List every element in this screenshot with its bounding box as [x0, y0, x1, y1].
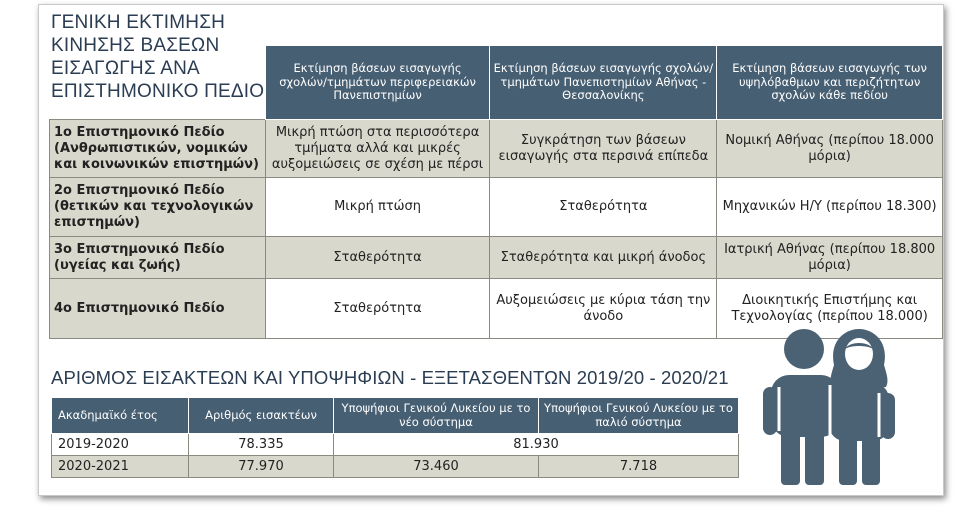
- table-row: [50, 178, 943, 237]
- infographic-card: [38, 4, 944, 496]
- table-row: [52, 456, 739, 478]
- field-label: 1ο Επιστημονικό Πεδίο (Ανθρωπιστικών, νομικών και κοινωνικών επιστημών): [50, 120, 266, 178]
- header-admitted: Αριθμός εισακτέων: [189, 398, 334, 434]
- title-line: ΓΕΝΙΚΗ ΕΚΤΙΜΗΣΗ: [51, 12, 226, 33]
- students-couple-icon: [749, 327, 909, 487]
- title-line: ΕΙΣΑΓΩΓΗΣ ΑΝΑ: [51, 58, 200, 79]
- regional-cell: Μικρή πτώση: [265, 178, 490, 237]
- year-cell: 2019-2020: [52, 434, 189, 456]
- old-system-cell: 7.718: [539, 456, 739, 478]
- header-new-system: Υποψήφιοι Γενικού Λυκείου με το νέο σύστημα: [334, 398, 539, 434]
- top-cell: Νομική Αθήνας (περίπου 18.000 μόρια): [717, 120, 943, 178]
- admissions-title: ΑΡΙΘΜΟΣ ΕΙΣΑΚΤΕΩΝ ΚΑΙ ΥΠΟΨΗΦΙΩΝ - ΕΞΕΤΑΣΘΕΝΤΩΝ 2019/20 - 2020/21: [51, 367, 729, 388]
- field-label: 2ο Επιστημονικό Πεδίο (θετικών και τεχνολογικών επιστημών): [50, 178, 266, 237]
- regional-cell: Σταθερότητα: [265, 279, 490, 339]
- title-line: ΚΙΝΗΣΗΣ ΒΑΣΕΩΝ: [51, 35, 220, 56]
- field-label: 3ο Επιστημονικό Πεδίο (υγείας και ζωής): [50, 237, 266, 279]
- athens-thess-cell: Σταθερότητα και μικρή άνοδος: [490, 237, 717, 279]
- admissions-table: [51, 397, 739, 478]
- top-cell: Μηχανικών Η/Υ (περίπου 18.300): [717, 178, 943, 237]
- top-cell: Διοικητικής Επιστήμης και Τεχνολογίας (περίπου 18.000): [717, 279, 943, 339]
- field-label: 4ο Επιστημονικό Πεδίο: [50, 279, 266, 339]
- combined-candidates-cell: 81.930: [334, 434, 739, 456]
- top-cell: Ιατρική Αθήνας (περίπου 18.800 μόρια): [717, 237, 943, 279]
- regional-cell: Σταθερότητα: [265, 237, 490, 279]
- table-row: [50, 120, 943, 178]
- header-old-system: Υποψήφιοι Γενικού Λυκείου με το παλιό σύστημα: [539, 398, 739, 434]
- estimate-table: [49, 45, 943, 339]
- regional-cell: Μικρή πτώση στα περισσότερα τμήματα αλλά και μικρές αυξομειώσεις σε σχέση με πέρσι: [265, 120, 490, 178]
- table-row: [52, 434, 739, 456]
- athens-thess-cell: Σταθερότητα: [490, 178, 717, 237]
- table-row: [50, 237, 943, 279]
- empty-header-cell: [50, 46, 266, 120]
- year-cell: 2020-2021: [52, 456, 189, 478]
- athens-thess-cell: Αυξομειώσεις με κύρια τάση την άνοδο: [490, 279, 717, 339]
- header-year: Ακαδημαϊκό έτος: [52, 398, 189, 434]
- header-athens-thessaloniki: Εκτίμηση βάσεων εισαγωγής σχολών/τμημάτων Πανεπιστημίων Αθήνας - Θεσσαλονίκης: [490, 46, 717, 120]
- header-regional: Εκτίμηση βάσεων εισαγωγής σχολών/τμημάτων περιφερειακών Πανεπιστημίων: [265, 46, 490, 120]
- athens-thess-cell: Συγκράτηση των βάσεων εισαγωγής στα περσινά επίπεδα: [490, 120, 717, 178]
- header-top-schools: Εκτίμηση βάσεων εισαγωγής των υψηλόβαθμων και περιζήτητων σχολών κάθε πεδίου: [717, 46, 943, 120]
- admitted-cell: 77.970: [189, 456, 334, 478]
- admitted-cell: 78.335: [189, 434, 334, 456]
- new-system-cell: 73.460: [334, 456, 539, 478]
- title-line: ΕΠΙΣΤΗΜΟΝΙΚΟ ΠΕΔΙΟ: [51, 81, 265, 102]
